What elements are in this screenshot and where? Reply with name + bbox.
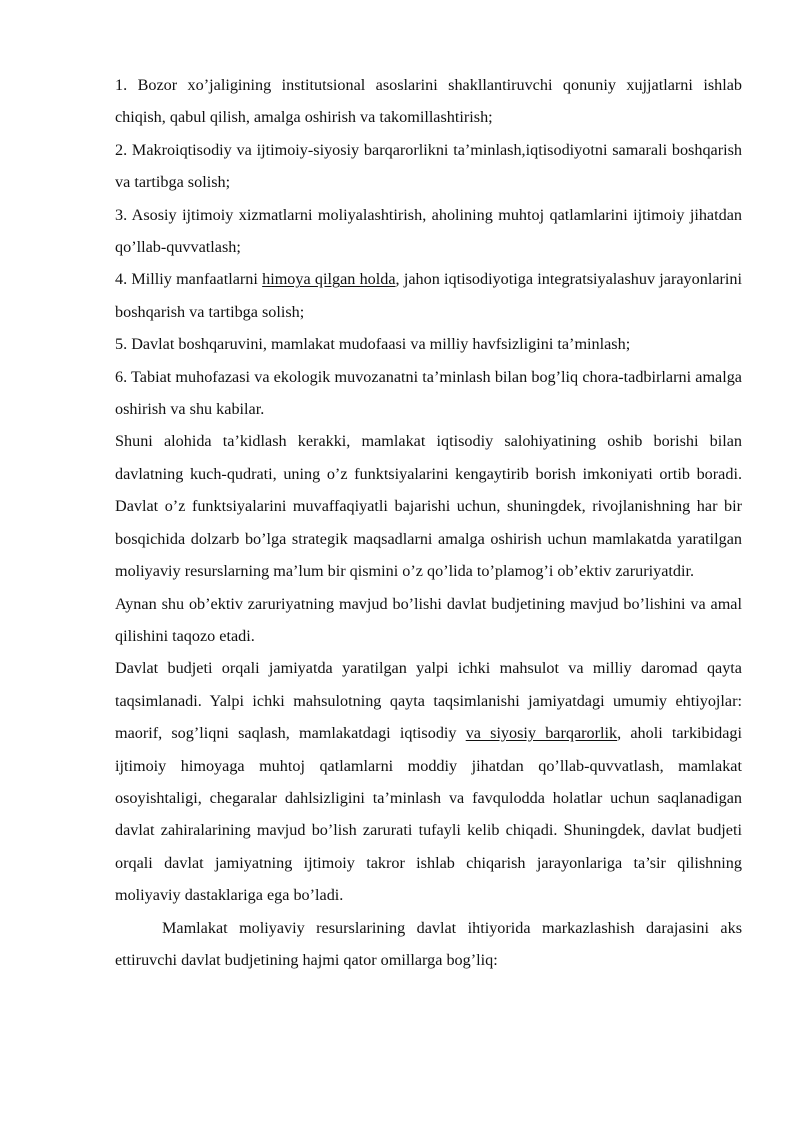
paragraph-economic-potential: Shuni alohida ta’kidlash kerakki, mamlakat iqtisodiy salohiyatining oshib borishi bilan davlatning kuch-qudrati, uning o’z funktsiyalarini kengaytirib borish imkoniyati ortib boradi. Davlat o’z funktsiyalarini muvaffaqiyatli bajarishi uchun, shuningdek, rivojlanishning har bir bosqichida dolzarb bo’lga strategik maqsadlarni amalga oshirish uchun mamlakatda yaratilgan moliyaviy resurslarning ma’lum bir qismini o’z qo’lida to’plamog’i ob’ektiv zaruriyatdir. [115,432,742,581]
underlined-phrase-himoya: himoya qilgan holda [262,270,396,289]
list-item-4 [115,263,742,328]
paragraph-state-budget-end: , aholi tarkibidagi ijtimoiy himoyaga muhtoj qatlamlarni moddiy jihatdan qo’llab-quvvatlash, mamlakat osoyishtaligi, chegaralar dahlsizligini ta’minlash va favqulodda holatlar uchun saqlanadigan davlat zahiralarining mavjud bo’lish zarurati tufayli kelib chiqadi. Shuningdek, davlat budjeti orqali davlat jamiyatning ijtimoiy takror ishlab chiqarish jarayonlariga ta’sir qilishning moliyaviy dastaklariga ega bo’ladi. [115,724,742,905]
list-item-3: 3. Asosiy ijtimoiy xizmatlarni moliyalashtirish, aholining muhtoj qatlamlarini ijtimoiy jihatdan qo’llab-quvvatlash; [115,205,742,257]
list-item-1: 1. Bozor xo’jaligining institutsional asoslarini shakllantiruvchi qonuniy xujjatlarni ishlab chiqish, qabul qilish, amalga oshirish va takomillashtirish; [115,76,742,127]
list-item-4-text-end: , jahon iqtisodiyotiga integratsiyalashuv jarayonlarini boshqarish va tartibga solish; [115,270,742,321]
paragraph-objective-necessity: Aynan shu ob’ektiv zaruriyatning mavjud bo’lishi davlat budjetining mavjud bo’lishini va amal qilishini taqozo etadi. [115,594,742,645]
paragraph-state-budget [115,652,742,911]
list-item-5: 5. Davlat boshqaruvini, mamlakat mudofaasi va milliy havfsizligini ta’minlash; [115,335,631,354]
paragraph-budget-volume: Mamlakat moliyaviy resurslarining davlat ihtiyorida markazlashish darajasini aks ettiruvchi davlat budjetining hajmi qator omillarga bog’liq: [115,918,742,969]
list-item-2: 2. Makroiqtisodiy va ijtimoiy-siyosiy barqarorlikni ta’minlash,iqtisodiyotni samarali boshqarish va tartibga solish; [115,140,742,192]
document-body [115,69,742,976]
list-item-6: 6. Tabiat muhofazasi va ekologik muvozanatni ta’minlash bilan bog’liq chora-tadbirlarni amalga oshirish va shu kabilar. [115,367,742,419]
list-item-4-text-start: 4. Milliy manfaatlarni [115,270,263,289]
underlined-phrase-barqarorlik: va siyosiy barqarorlik [465,724,618,743]
paragraph-state-budget-start: Davlat budjeti orqali jamiyatda yaratilgan yalpi ichki mahsulot va milliy daromad qayta taqsimlanadi. Yalpi ichki mahsulotning qayta taqsimlanishi jamiyatdagi umumiy ehtiyojlar: maorif, sog’liqni saqlash, mamlakatdagi iqtisodiy [115,659,742,743]
